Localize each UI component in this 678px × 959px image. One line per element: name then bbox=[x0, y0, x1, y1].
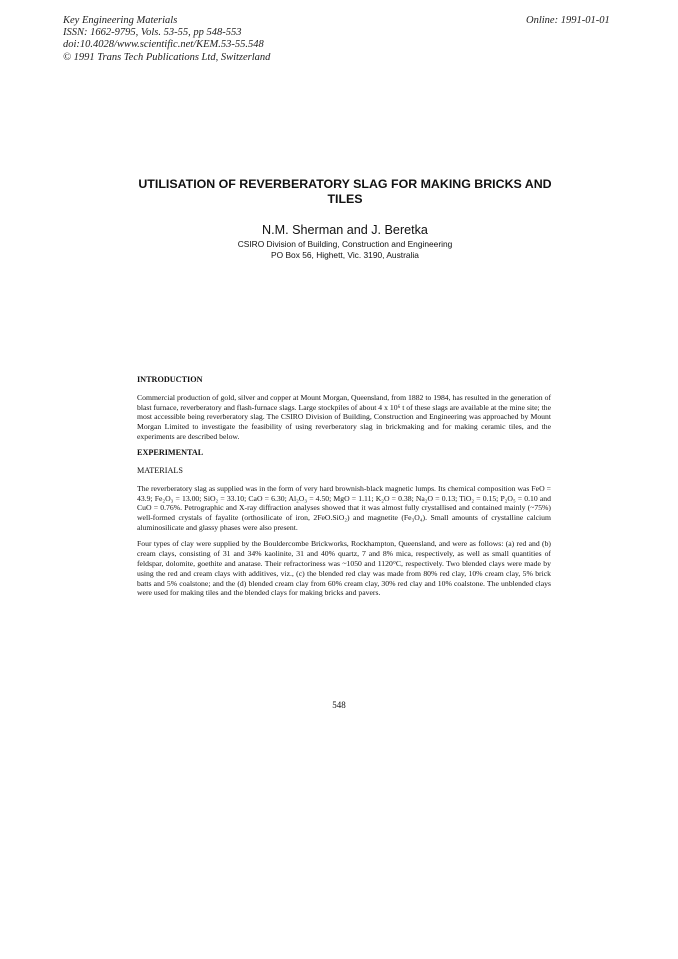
introduction-paragraph: Commercial production of gold, silver and copper at Mount Morgan, Queensland, from 1882 to 1984, has resulted in the generation of blast furnace, reverberatory and flash-furnace slags. Large stockpiles of about 4 x 10⁶ t of these slags are available at the mine site; the most accessible being reverberatory slag. The CSIRO Division of Building, Construction and Engineering was approached by Mount Morgan Limited to investigate the feasibility of using reverberatory slag in brickmaking and for making ceramic tiles, and the experiments are described below. bbox=[137, 392, 551, 441]
page-number: 548 bbox=[332, 700, 346, 710]
journal-name: Key Engineering Materials bbox=[63, 15, 178, 26]
doi-link[interactable]: doi:10.4028/www.scientific.net/KEM.53-55.548 bbox=[63, 39, 264, 51]
journal-header bbox=[63, 15, 270, 64]
online-date: Online: 1991-01-01 bbox=[526, 15, 610, 26]
affiliation-line-2: PO Box 56, Highett, Vic. 3190, Australia bbox=[271, 250, 419, 260]
materials-subheading: MATERIALS bbox=[137, 466, 183, 476]
affiliation-line-1: CSIRO Division of Building, Construction and Engineering bbox=[237, 239, 453, 249]
introduction-heading: INTRODUCTION bbox=[137, 375, 203, 384]
copyright-line: © 1991 Trans Tech Publications Ltd, Switzerland bbox=[63, 51, 271, 63]
materials-paragraph-1: The reverberatory slag as supplied was in the form of very hard brownish-black magnetic lumps. Its chemical composition was FeO = 43.9; Fe₂O₃ = 13.00; SiO₂ = 33.10; CaO = 6.30; Al₂O₃ = 4.50; MgO = 1.11; K₂O = 0.38; Na₂O = 0.13; TiO₂ = 0.15; P₂O₅ = 0.10 and CuO = 0.76%. Petrographic and X-ray diffraction analyses showed that it was almost fully crystallised and contained mainly (~75%) well-formed crystals of fayalite (orthosilicate of iron, 2FeO.SiO₂) and magnetite (Fe₃O₄). Small amounts of crystalline calcium aluminosilicate and glassy phases were also present. bbox=[137, 483, 551, 533]
paper-body bbox=[137, 375, 551, 605]
paper-title: UTILISATION OF REVERBERATORY SLAG FOR MAKING BRICKS AND TILES bbox=[138, 177, 552, 206]
author-affiliation bbox=[120, 239, 570, 261]
experimental-heading: EXPERIMENTAL bbox=[137, 448, 204, 458]
issn-line: ISSN: 1662-9795, Vols. 53-55, pp 548-553 bbox=[63, 27, 242, 39]
materials-paragraph-2: Four types of clay were supplied by the Bouldercombe Brickworks, Rockhampton, Queensland, and were as follows: (a) red and (b) cream clays, consisting of 31 and 34% kaolinite, 31 and 40% quartz, 7 and 8% mica, respectively, as well as small quantities of feldspar, dolomite, goethite and anatase. Their refractoriness was ~1050 and 1120°C, respectively. Two blended clays were made by using the red and cream clays with additives, viz., (c) the blended red clay was made from 80% red clay, 10% cream clay, 5% brick batts and 5% coalstone; and the (d) blended cream clay from 60% cream clay, 30% red clay and 10% coalstone. The unblended clays were used for making tiles and the blended clays for making bricks and pavers. bbox=[137, 539, 551, 598]
paper-authors: N.M. Sherman and J. Beretka bbox=[262, 223, 428, 237]
